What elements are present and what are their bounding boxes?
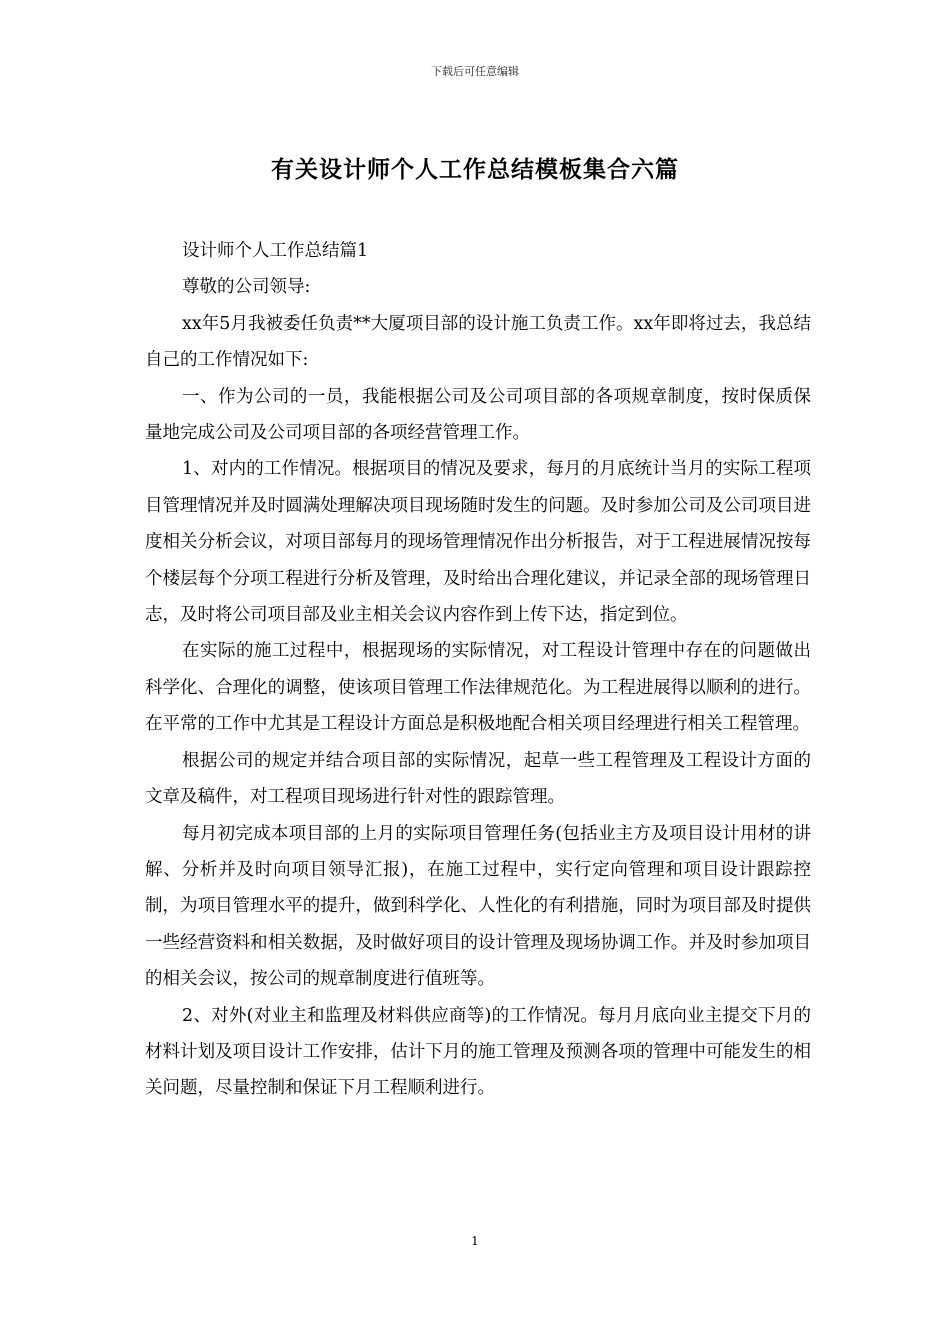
document-body bbox=[145, 233, 811, 1107]
body-paragraph: 根据公司的规定并结合项目部的实际情况，起草一些工程管理及工程设计方面的文章及稿件，对工程项目现场进行针对性的跟踪管理。 bbox=[145, 750, 811, 808]
body-paragraph: 在实际的施工过程中，根据现场的实际情况，对工程设计管理中存在的问题做出科学化、合理化的调整，使该项目管理工作法律规范化。为工程进展得以顺利的进行。在平常的工作中尤其是工程设计方面总是积极地配合相关项目经理进行相关工程管理。 bbox=[145, 641, 811, 735]
section-heading: 设计师个人工作总结篇1 bbox=[182, 241, 369, 261]
body-paragraph: 一、作为公司的一员，我能根据公司及公司项目部的各项规章制度，按时保质保量地完成公司及公司项目部的各项经营管理工作。 bbox=[145, 386, 811, 444]
document-title: 有关设计师个人工作总结模板集合六篇 bbox=[271, 156, 679, 183]
body-paragraph: 1、对内的工作情况。根据项目的情况及要求，每月的月底统计当月的实际工程项目管理情况并及时圆满处理解决项目现场随时发生的问题。及时参加公司及公司项目进度相关分析会议，对项目部每月的现场管理情况作出分析报告，对于工程进展情况按每个楼层每个分项工程进行分析及管理，及时给出合理化建议，并记录全部的现场管理日志，及时将公司项目部及业主相关会议内容作到上传下达，指定到位。 bbox=[145, 459, 811, 626]
page-number: 1 bbox=[471, 1234, 479, 1248]
body-paragraph: 每月初完成本项目部的上月的实际项目管理任务(包括业主方及项目设计用材的讲解、分析并及时向项目领导汇报)，在施工过程中，实行定向管理和项目设计跟踪控制，为项目管理水平的提升，做到科学化、人性化的有利措施，同时为项目部及时提供一些经营资料和相关数据，及时做好项目的设计管理及现场协调工作。并及时参加项目的相关会议，按公司的规章制度进行值班等。 bbox=[145, 823, 811, 990]
body-paragraph: xx年5月我被委任负责**大厦项目部的设计施工负责工作。xx年即将过去，我总结自己的工作情况如下: bbox=[145, 313, 811, 371]
salutation: 尊敬的公司领导: bbox=[182, 277, 311, 298]
header-note: 下载后可任意编辑 bbox=[431, 65, 519, 78]
body-paragraph: 2、对外(对业主和监理及材料供应商等)的工作情况。每月月底向业主提交下月的材料计划及项目设计工作安排，估计下月的施工管理及预测各项的管理中可能发生的相关问题，尽量控制和保证下月工程顺利进行。 bbox=[145, 1005, 811, 1099]
